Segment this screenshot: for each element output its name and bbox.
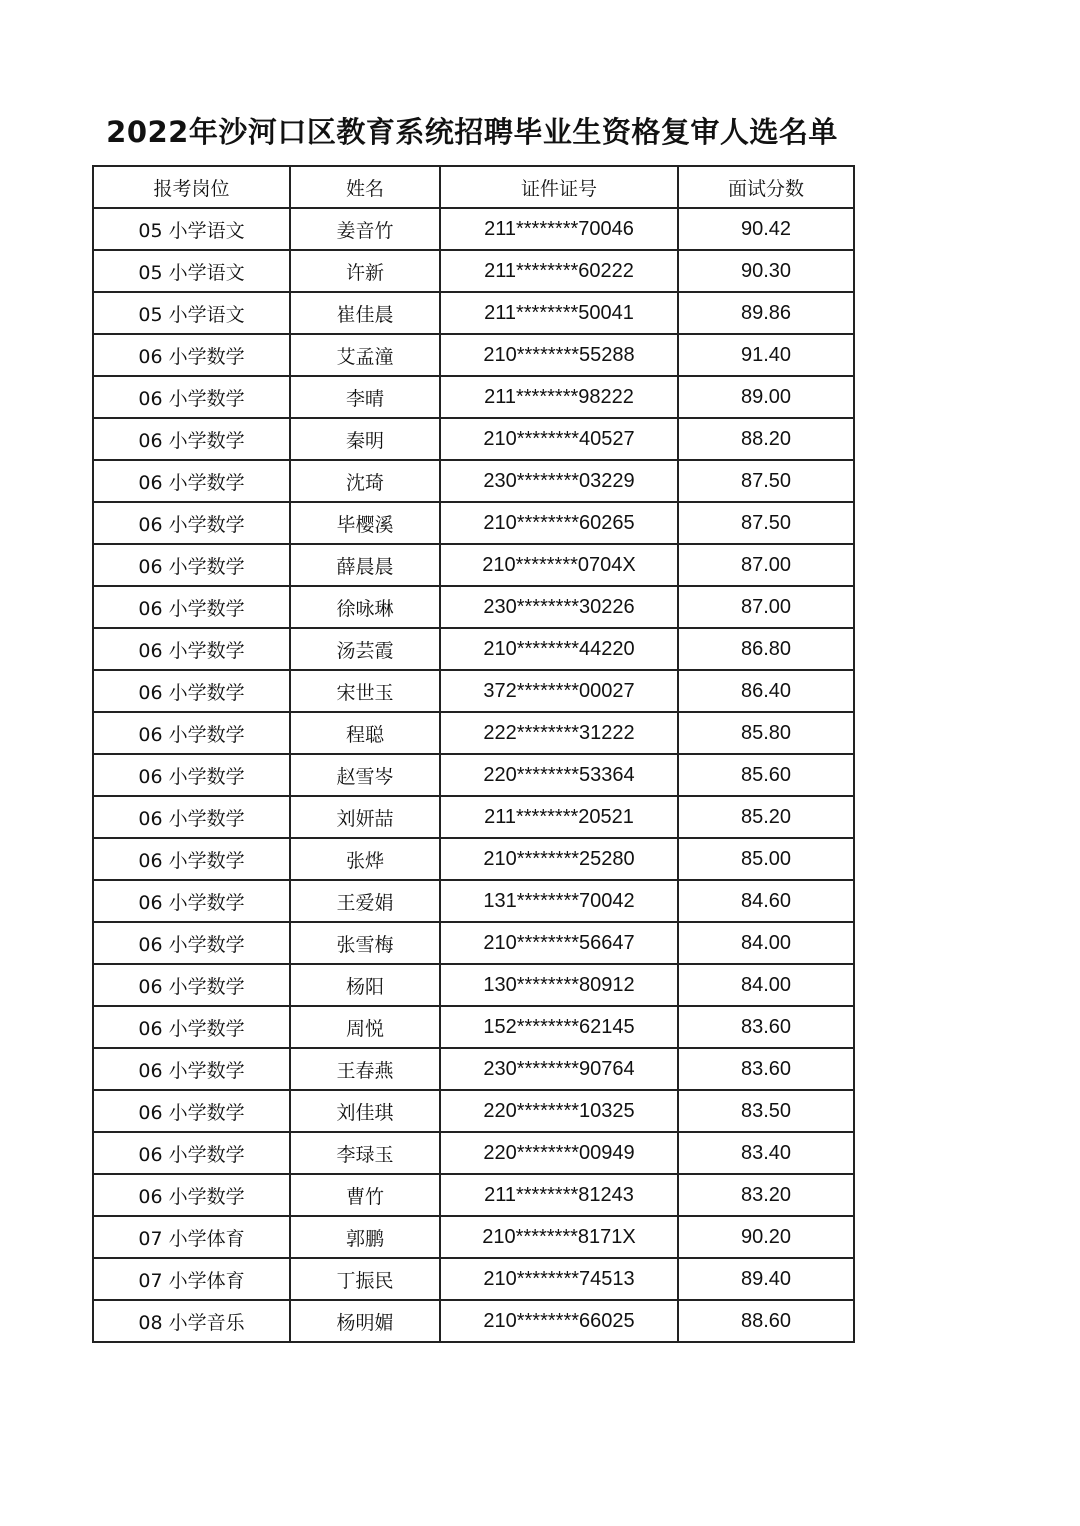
position-cell: 06 小学数学 [93,670,290,712]
position-cell: 06 小学数学 [93,418,290,460]
score-cell: 84.00 [678,922,854,964]
position-cell: 06 小学数学 [93,964,290,1006]
id-number-cell: 210********25280 [440,838,678,880]
position-cell: 06 小学数学 [93,586,290,628]
position-cell: 06 小学数学 [93,712,290,754]
position-cell: 06 小学数学 [93,1174,290,1216]
score-cell: 86.40 [678,670,854,712]
position-cell: 06 小学数学 [93,880,290,922]
table-body [93,208,854,1342]
id-number-cell: 210********60265 [440,502,678,544]
table-row [93,1006,854,1048]
score-cell: 83.40 [678,1132,854,1174]
name-cell: 宋世玉 [290,670,440,712]
score-cell: 84.60 [678,880,854,922]
id-number-cell: 211********60222 [440,250,678,292]
score-cell: 85.00 [678,838,854,880]
id-number-cell: 211********81243 [440,1174,678,1216]
table-row [93,796,854,838]
score-cell: 83.50 [678,1090,854,1132]
table-row [93,838,854,880]
name-cell: 许新 [290,250,440,292]
score-cell: 85.80 [678,712,854,754]
table-row [93,460,854,502]
candidate-table [92,165,855,1343]
id-number-cell: 230********30226 [440,586,678,628]
table-row [93,544,854,586]
id-number-cell: 220********53364 [440,754,678,796]
table-row [93,880,854,922]
name-cell: 曹竹 [290,1174,440,1216]
page-title: 2022年沙河口区教育系统招聘毕业生资格复审人选名单 [106,115,838,149]
score-cell: 85.20 [678,796,854,838]
position-cell: 06 小学数学 [93,1006,290,1048]
score-cell: 83.20 [678,1174,854,1216]
score-cell: 87.00 [678,544,854,586]
id-number-cell: 210********55288 [440,334,678,376]
table-row [93,1174,854,1216]
id-number-cell: 211********98222 [440,376,678,418]
position-cell: 06 小学数学 [93,838,290,880]
table-row [93,964,854,1006]
score-cell: 89.86 [678,292,854,334]
name-cell: 张雪梅 [290,922,440,964]
table-row [93,1216,854,1258]
score-cell: 87.50 [678,502,854,544]
name-cell: 李琭玉 [290,1132,440,1174]
score-cell: 89.00 [678,376,854,418]
id-number-cell: 211********50041 [440,292,678,334]
id-number-cell: 220********10325 [440,1090,678,1132]
name-cell: 徐咏琳 [290,586,440,628]
table-row [93,208,854,250]
name-cell: 李晴 [290,376,440,418]
table-header-row [93,166,854,208]
position-cell: 06 小学数学 [93,922,290,964]
id-number-cell: 222********31222 [440,712,678,754]
id-number-cell: 210********74513 [440,1258,678,1300]
position-cell: 06 小学数学 [93,628,290,670]
table-row [93,1258,854,1300]
id-number-cell: 210********8171X [440,1216,678,1258]
position-cell: 07 小学体育 [93,1216,290,1258]
table-row [93,334,854,376]
score-cell: 87.00 [678,586,854,628]
table-row [93,628,854,670]
score-cell: 90.30 [678,250,854,292]
position-cell: 06 小学数学 [93,334,290,376]
id-number-cell: 230********03229 [440,460,678,502]
position-cell: 06 小学数学 [93,754,290,796]
name-cell: 毕樱溪 [290,502,440,544]
position-cell: 06 小学数学 [93,1090,290,1132]
position-cell: 06 小学数学 [93,1048,290,1090]
id-number-cell: 210********44220 [440,628,678,670]
table-row [93,922,854,964]
position-cell: 06 小学数学 [93,502,290,544]
name-cell: 姜音竹 [290,208,440,250]
position-cell: 05 小学语文 [93,292,290,334]
name-cell: 赵雪岑 [290,754,440,796]
header-id-number: 证件证号 [440,166,678,208]
name-cell: 杨明媚 [290,1300,440,1342]
score-cell: 88.20 [678,418,854,460]
id-number-cell: 210********66025 [440,1300,678,1342]
id-number-cell: 210********0704X [440,544,678,586]
header-name: 姓名 [290,166,440,208]
name-cell: 薛晨晨 [290,544,440,586]
id-number-cell: 211********70046 [440,208,678,250]
score-cell: 84.00 [678,964,854,1006]
table-row [93,502,854,544]
name-cell: 刘妍喆 [290,796,440,838]
id-number-cell: 210********40527 [440,418,678,460]
score-cell: 89.40 [678,1258,854,1300]
name-cell: 艾孟潼 [290,334,440,376]
name-cell: 刘佳琪 [290,1090,440,1132]
name-cell: 汤芸霞 [290,628,440,670]
table-row [93,712,854,754]
header-position: 报考岗位 [93,166,290,208]
header-interview-score: 面试分数 [678,166,854,208]
id-number-cell: 372********00027 [440,670,678,712]
table-row [93,586,854,628]
table-row [93,1300,854,1342]
id-number-cell: 220********00949 [440,1132,678,1174]
name-cell: 程聪 [290,712,440,754]
id-number-cell: 210********56647 [440,922,678,964]
table-row [93,250,854,292]
name-cell: 张烨 [290,838,440,880]
name-cell: 王春燕 [290,1048,440,1090]
position-cell: 05 小学语文 [93,250,290,292]
name-cell: 秦明 [290,418,440,460]
score-cell: 86.80 [678,628,854,670]
score-cell: 90.42 [678,208,854,250]
score-cell: 83.60 [678,1006,854,1048]
table-row [93,1048,854,1090]
score-cell: 85.60 [678,754,854,796]
position-cell: 06 小学数学 [93,376,290,418]
name-cell: 周悦 [290,1006,440,1048]
table-row [93,670,854,712]
id-number-cell: 211********20521 [440,796,678,838]
score-cell: 83.60 [678,1048,854,1090]
name-cell: 王爱娟 [290,880,440,922]
position-cell: 07 小学体育 [93,1258,290,1300]
score-cell: 90.20 [678,1216,854,1258]
id-number-cell: 130********80912 [440,964,678,1006]
position-cell: 06 小学数学 [93,460,290,502]
table-row [93,292,854,334]
name-cell: 丁振民 [290,1258,440,1300]
id-number-cell: 230********90764 [440,1048,678,1090]
table-row [93,376,854,418]
score-cell: 88.60 [678,1300,854,1342]
table-row [93,418,854,460]
position-cell: 05 小学语文 [93,208,290,250]
score-cell: 91.40 [678,334,854,376]
name-cell: 杨阳 [290,964,440,1006]
table-row [93,1090,854,1132]
position-cell: 08 小学音乐 [93,1300,290,1342]
name-cell: 沈琦 [290,460,440,502]
name-cell: 郭鹏 [290,1216,440,1258]
position-cell: 06 小学数学 [93,1132,290,1174]
table-row [93,1132,854,1174]
id-number-cell: 131********70042 [440,880,678,922]
position-cell: 06 小学数学 [93,796,290,838]
id-number-cell: 152********62145 [440,1006,678,1048]
position-cell: 06 小学数学 [93,544,290,586]
name-cell: 崔佳晨 [290,292,440,334]
table-row [93,754,854,796]
score-cell: 87.50 [678,460,854,502]
